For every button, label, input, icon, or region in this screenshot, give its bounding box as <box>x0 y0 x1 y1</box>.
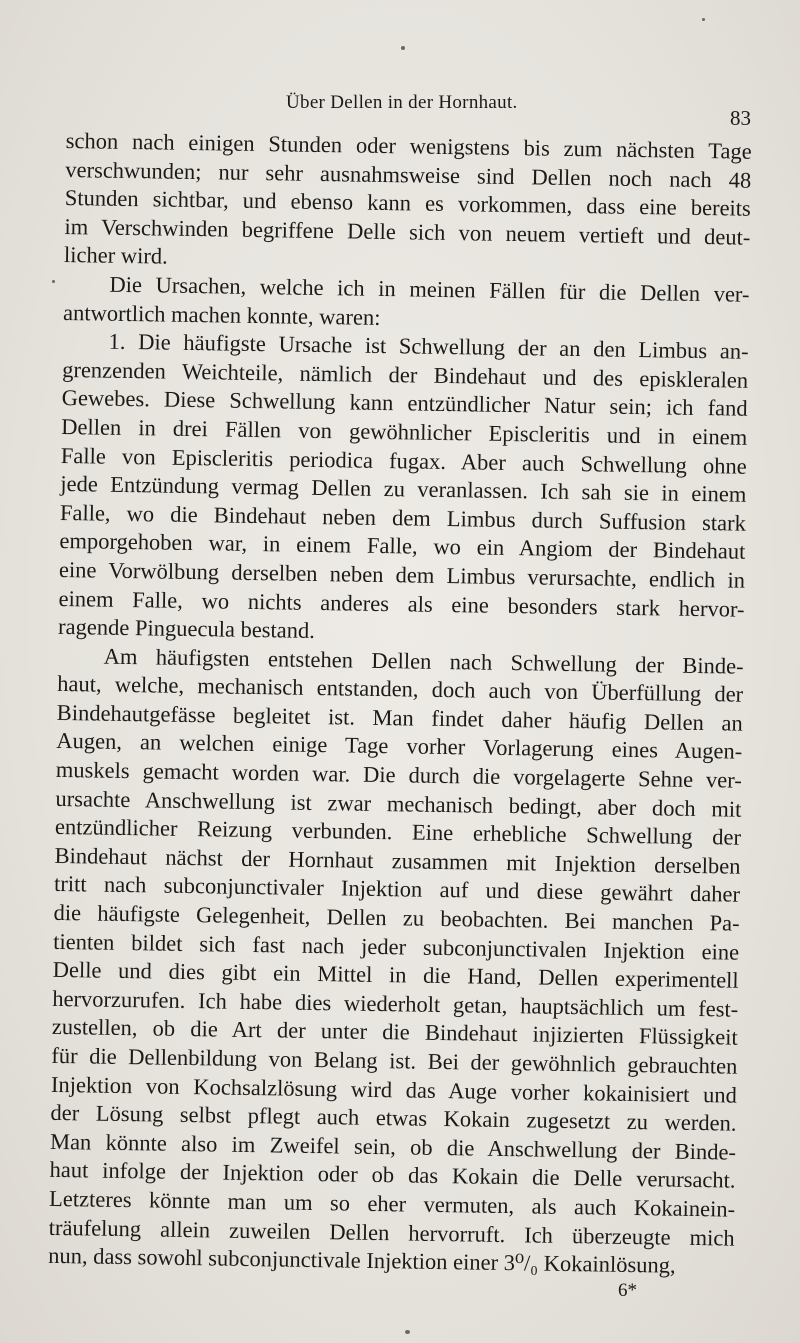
paragraph <box>63 270 750 338</box>
text-line: Gewebes. Diese Schwellung kann entzündlicher Natur sein; ich fand <box>61 385 748 422</box>
text-line: Letzteres könnte man um so eher vermuten, als auch Kokainein- <box>48 1185 736 1222</box>
text-line: im Verschwinden begriffene Delle sich von neuem vertieft und deut- <box>64 213 751 250</box>
text-line: emporgehoben war, in einem Falle, wo ein Angiom der Bindehaut <box>59 528 746 565</box>
text-line: Man könnte also im Zweifel sein, ob die Anschwellung der Binde- <box>49 1128 737 1165</box>
text-line: haut infolge der Injektion oder ob das Kokain die Delle verursacht. <box>49 1157 736 1194</box>
text-line: antwortlich machen konnte, waren: <box>62 299 381 330</box>
text-line: nun, dass sowohl subconjunctivale Injektion einer 3⁰/₀ Kokainlösung, <box>48 1243 676 1278</box>
paragraph <box>48 642 744 1282</box>
paragraph <box>58 327 749 652</box>
text-line: einem Falle, wo nichts anderes als eine besonders stark hervor- <box>58 585 745 622</box>
paper-speck <box>401 46 405 50</box>
text-line: entzündlicher Reizung verbunden. Eine erhebliche Schwellung der <box>54 814 742 850</box>
text-line: tritt nach subconjunctivaler Injektion auf und diese gewährt daher <box>53 871 741 908</box>
text-line: hervorzurufen. Ich habe dies wiederholt getan, hauptsächlich um fest- <box>52 985 739 1022</box>
text-line: für die Dellenbildung von Belang ist. Bei der gewöhnlich gebrauchten <box>51 1042 738 1079</box>
text-line: Delle und dies gibt ein Mittel in die Hand, Dellen experimentell <box>52 957 739 993</box>
text-line: Falle von Episcleritis periodica fugax. Aber auch Schwellung ohne <box>60 442 747 479</box>
text-line: Augen, an welchen einige Tage vorher Vorlagerung eines Augen- <box>56 728 743 765</box>
text-line: eine Vorwölbung derselben neben dem Limbus verursachte, endlich in <box>58 556 746 593</box>
text-line: haut, welche, mechanisch entstanden, doch auch von Überfüllung der <box>57 671 744 707</box>
text-line: ursachte Anschwellung ist zwar mechanisch bedingt, aber doch mit <box>55 785 742 822</box>
page-number: 83 <box>730 106 751 130</box>
text-line: träufelung allein zuweilen Dellen hervorruft. Ich überzeugte mich <box>48 1214 735 1251</box>
text-line: Injektion von Kochsalzlösung wird das Auge vorher kokainisiert und <box>50 1071 738 1108</box>
text-line: verschwunden; nur sehr ausnahmsweise sind Dellen noch nach 48 <box>65 156 752 193</box>
paper-speck <box>702 18 705 21</box>
text-line: Am häufigsten entstehen Dellen nach Schwellung der Binde- <box>103 643 744 679</box>
text-line: tienten bildet sich fast nach jeder subconjunctivalen Injektion eine <box>53 928 740 965</box>
paper-speck <box>52 280 55 283</box>
text-line: Die Ursachen, welche ich in meinen Fällen für die Dellen ver- <box>109 271 750 307</box>
signature-mark: 6* <box>618 1280 637 1301</box>
text-line: der Lösung selbst pflegt auch etwas Kokain zugesetzt zu werden. <box>50 1100 737 1136</box>
text-line: Dellen in drei Fällen von gewöhnlicher Episcleritis und in einem <box>61 413 748 450</box>
text-line: Bindehautgefässe begleitet ist. Man findet daher häufig Dellen an <box>56 699 743 736</box>
text-line: schon nach einigen Stunden oder wenigstens bis zum nächsten Tage <box>65 127 752 164</box>
text-line: Stunden sichtbar, und ebenso kann es vorkommen, dass eine bereits <box>64 185 752 221</box>
text-line: zustellen, ob die Art der unter die Bindehaut injizierten Flüssigkeit <box>51 1014 738 1051</box>
text-line: licher wird. <box>63 242 168 269</box>
text-line: muskels gemacht worden war. Die durch die vorgelagerte Sehne ver- <box>55 756 743 793</box>
paper-speck <box>405 1330 410 1334</box>
text-line: 1. Die häufigste Ursache ist Schwellung der an den Limbus an- <box>108 328 749 364</box>
text-line: jede Entzündung vermag Dellen zu veranlassen. Ich sah sie in einem <box>60 471 747 507</box>
text-line: Falle, wo die Bindehaut neben dem Limbus durch Suffusion stark <box>59 499 747 536</box>
text-line: ragende Pinguecula bestand. <box>57 614 316 644</box>
text-line: Bindehaut nächst der Hornhaut zusammen mit Injektion derselben <box>54 842 741 879</box>
text-line: grenzenden Weichteile, nämlich der Bindehaut und des episkleralen <box>61 356 749 393</box>
paragraph <box>64 127 752 281</box>
text-line: die häufigste Gelegenheit, Dellen zu beobachten. Bei manchen Pa- <box>53 899 740 936</box>
body-text <box>48 127 752 1281</box>
running-title: Über Dellen in der Hornhaut. <box>286 92 518 113</box>
